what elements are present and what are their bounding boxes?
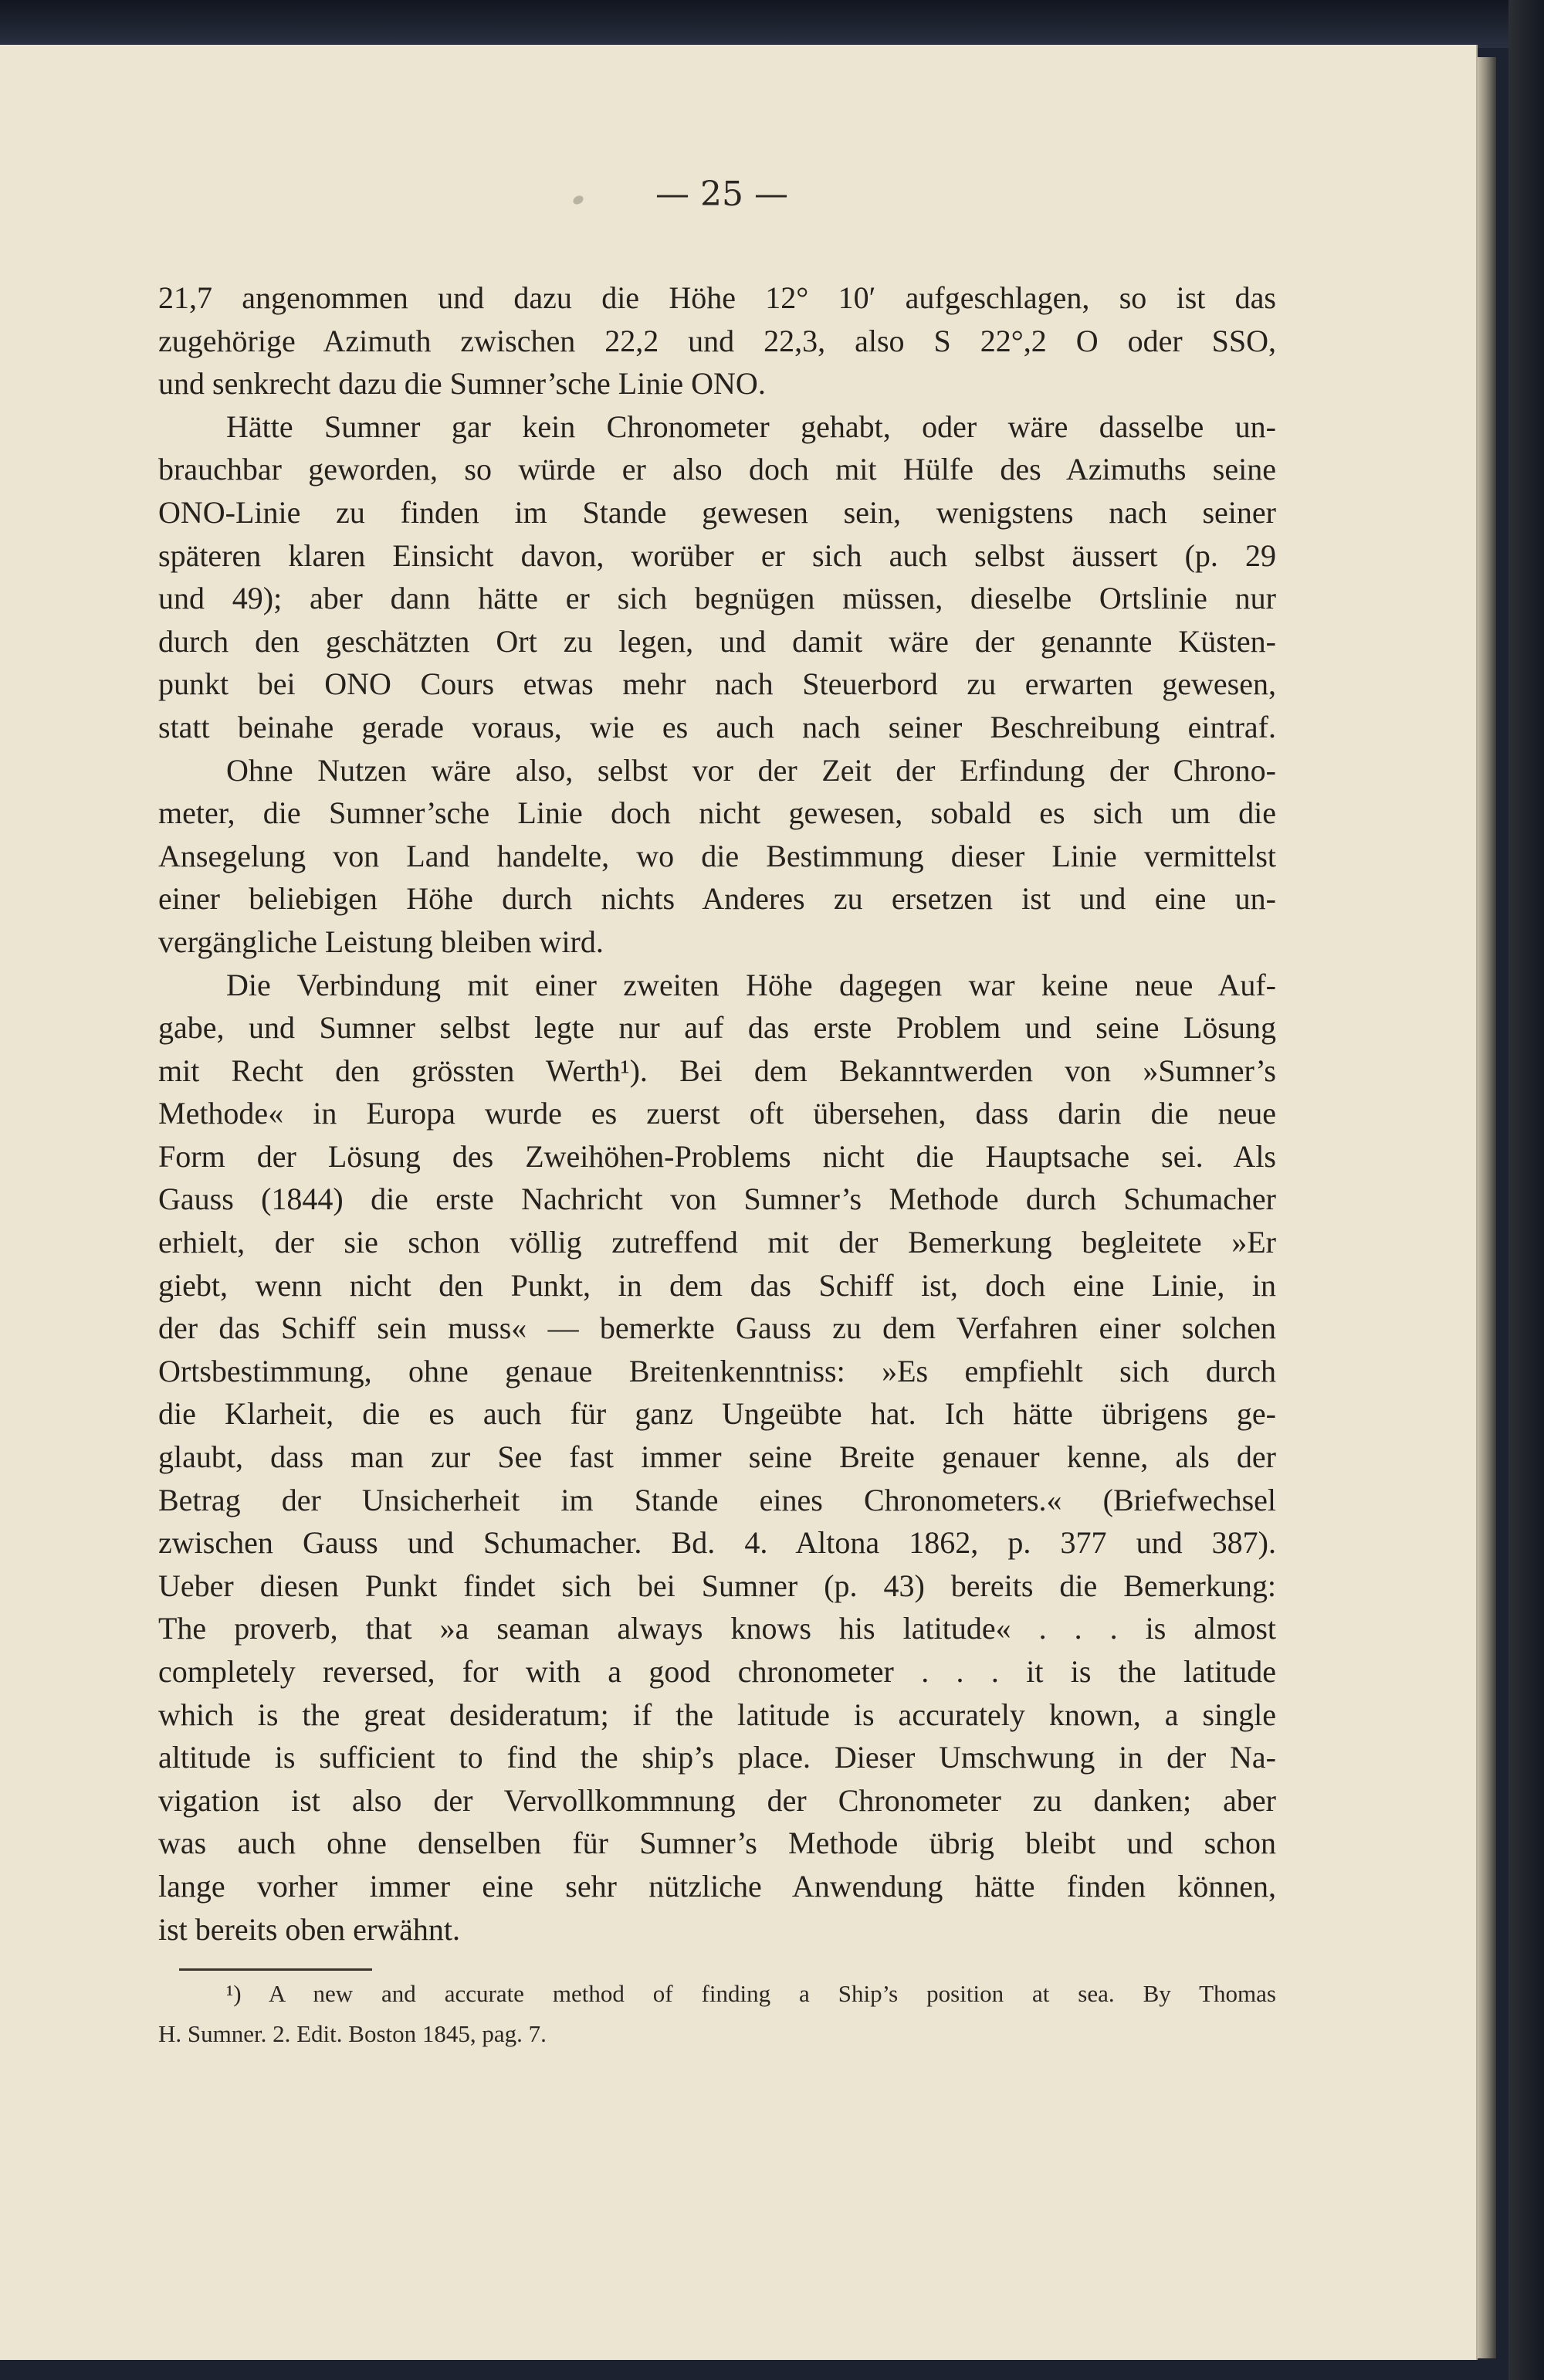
text-line: Ortsbestimmung, ohne genaue Breitenkenntniss: »Es empfiehlt sich durch xyxy=(158,1353,1276,1388)
footnote-line: H. Sumner. 2. Edit. Boston 1845, pag. 7. xyxy=(158,2020,547,2047)
text-line: brauchbar geworden, so würde er also doch mit Hülfe des Azimuths seine xyxy=(158,452,1276,487)
text-line: giebt, wenn nicht den Punkt, in dem das Schiff ist, doch eine Linie, in xyxy=(158,1267,1276,1303)
page-number: — 25 — xyxy=(655,175,788,214)
text-line: durch den geschätzten Ort zu legen, und damit wäre der genannte Küsten- xyxy=(158,623,1276,659)
footnote xyxy=(158,1974,1276,2054)
text-line: zugehörige Azimuth zwischen 22,2 und 22,3, also S 22°,2 O oder SSO, xyxy=(158,323,1276,358)
text-line: einer beliebigen Höhe durch nichts Anderes zu ersetzen ist und eine un- xyxy=(158,881,1276,917)
text-line: Betrag der Unsicherheit im Stande eines Chronometers.« (Briefwechsel xyxy=(158,1482,1276,1517)
text-line: Hätte Sumner gar kein Chronometer gehabt, oder wäre dasselbe un- xyxy=(226,409,1276,444)
text-line: lange vorher immer eine sehr nützliche Anwendung hätte finden können, xyxy=(158,1868,1276,1904)
text-line: mit Recht den grössten Werth¹). Bei dem Bekanntwerden von »Sumner’s xyxy=(158,1053,1276,1088)
text-line: statt beinahe gerade voraus, wie es auch nach seiner Beschreibung eintraf. xyxy=(158,709,1276,744)
text-line: späteren klaren Einsicht davon, worüber er sich auch selbst äussert (p. 29 xyxy=(158,537,1276,573)
book-page-edges xyxy=(1475,57,1496,2358)
text-line: erhielt, der sie schon völlig zutreffend mit der Bemerkung begleitete »Er xyxy=(158,1225,1276,1260)
text-line: glaubt, dass man zur See fast immer seine Breite genauer kenne, als der xyxy=(158,1439,1276,1475)
text-line: Ansegelung von Land handelte, wo die Bestimmung dieser Linie vermittelst xyxy=(158,838,1276,873)
footnote-rule xyxy=(179,1968,372,1971)
scan-background-right xyxy=(1508,0,1544,2380)
text-line: which is the great desideratum; if the latitude is accurately known, a single xyxy=(158,1697,1276,1732)
footnote-line: ¹) A new and accurate method of finding a Ship’s position at sea. By Thomas xyxy=(226,1980,1276,2007)
text-line: Ohne Nutzen wäre also, selbst vor der Zeit der Erfindung der Chrono- xyxy=(226,752,1276,788)
text-line: completely reversed, for with a good chronometer . . . it is the latitude xyxy=(158,1654,1276,1689)
text-line: meter, die Sumner’sche Linie doch nicht gewesen, sobald es sich um die xyxy=(158,795,1276,831)
text-line: vergängliche Leistung bleiben wird. xyxy=(158,924,604,959)
text-line: punkt bei ONO Cours etwas mehr nach Steuerbord zu erwarten gewesen, xyxy=(158,666,1276,702)
text-line: die Klarheit, die es auch für ganz Ungeübte hat. Ich hätte übrigens ge- xyxy=(158,1396,1276,1432)
text-line: gabe, und Sumner selbst legte nur auf das erste Problem und seine Lösung xyxy=(158,1010,1276,1046)
text-line: Die Verbindung mit einer zweiten Höhe dagegen war keine neue Auf- xyxy=(226,967,1276,1002)
scan-background-top xyxy=(0,0,1544,48)
text-line: und 49); aber dann hätte er sich begnügen müssen, dieselbe Ortslinie nur xyxy=(158,581,1276,616)
text-line: 21,7 angenommen und dazu die Höhe 12° 10′ aufgeschlagen, so ist das xyxy=(158,280,1276,315)
text-line: ONO-Linie zu finden im Stande gewesen sein, wenigstens nach seiner xyxy=(158,494,1276,530)
text-line: Form der Lösung des Zweihöhen-Problems nicht die Hauptsache sei. Als xyxy=(158,1138,1276,1174)
text-line: Gauss (1844) die erste Nachricht von Sumner’s Methode durch Schumacher xyxy=(158,1182,1276,1217)
text-line: altitude is sufficient to find the ship’s place. Dieser Umschwung in der Na- xyxy=(158,1740,1276,1775)
text-line: zwischen Gauss und Schumacher. Bd. 4. Altona 1862, p. 377 und 387). xyxy=(158,1525,1276,1561)
text-line: und senkrecht dazu die Sumner’sche Linie ONO. xyxy=(158,366,766,402)
text-line: was auch ohne denselben für Sumner’s Methode übrig bleibt und schon xyxy=(158,1826,1276,1861)
text-line: Methode« in Europa wurde es zuerst oft übersehen, dass darin die neue xyxy=(158,1096,1276,1131)
book-page xyxy=(0,45,1478,2360)
text-line: The proverb, that »a seaman always knows his latitude« . . . is almost xyxy=(158,1611,1276,1646)
text-line: vigation ist also der Vervollkommnung der Chronometer zu danken; aber xyxy=(158,1782,1276,1818)
text-line: Ueber diesen Punkt findet sich bei Sumner (p. 43) bereits die Bemerkung: xyxy=(158,1568,1276,1603)
text-line: der das Schiff sein muss« — bemerkte Gauss zu dem Verfahren einer solchen xyxy=(158,1310,1276,1346)
text-line: ist bereits oben erwähnt. xyxy=(158,1911,460,1947)
body-text xyxy=(158,276,1276,1951)
